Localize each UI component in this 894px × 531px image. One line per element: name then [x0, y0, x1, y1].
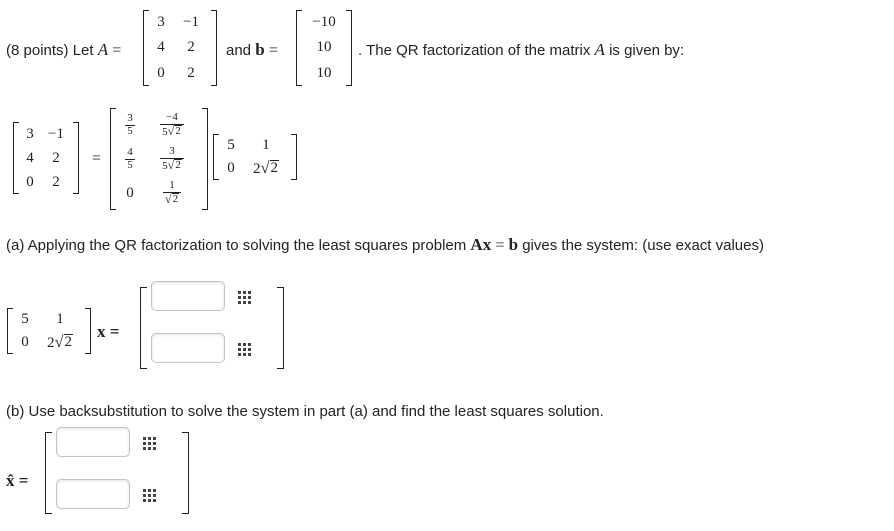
eq-A-symbol: A — [470, 235, 483, 254]
part-a-prompt-end: gives the system: (use exact values) — [522, 237, 764, 254]
matrix-Q-cell: $\frac{4}{5}$ — [127, 145, 133, 171]
matrix-Q-cell: $\frac{3}{5}$ — [127, 111, 133, 137]
part-a-text — [6, 236, 764, 254]
part-a-matrix-R — [14, 308, 84, 354]
part-a-bracket-right — [277, 287, 284, 369]
matrix-R-cell: 5 — [227, 137, 235, 153]
factor-matrix-A — [20, 122, 72, 194]
matrix-cell: 0 — [26, 173, 34, 190]
matrix-R-cell: 5 — [21, 311, 29, 327]
matrix-A-cell: 3 — [157, 14, 165, 31]
matrix-A-symbol: A — [97, 40, 109, 59]
part-b-text: (b) Use backsubstitution to solve the system in part (a) and find the least squares solution. — [6, 403, 604, 420]
keypad-icon[interactable] — [238, 291, 252, 303]
matrix-Q-cell: 0 — [126, 184, 134, 201]
matrix-A-cell: 4 — [157, 39, 165, 56]
keypad-icon[interactable] — [238, 343, 252, 355]
matrix-cell: −1 — [48, 125, 64, 142]
matrix-A-cell: −1 — [183, 14, 199, 31]
vector-b-cell: 10 — [316, 64, 332, 81]
part-b-bracket-right — [182, 432, 189, 514]
matrix-A-symbol: A — [594, 40, 605, 59]
matrix-Q-cell: 3 5 √ 2 — [143, 146, 201, 172]
statement-text — [358, 41, 684, 58]
part-a-bracket-left — [140, 287, 147, 369]
factor-equals: = — [92, 150, 102, 167]
part-b-xhat-label: x̂ = — [6, 471, 29, 490]
equals-sign: = — [268, 42, 278, 59]
part-a-prompt: (a) Applying the QR factorization to solving the least squares problem — [6, 237, 467, 254]
matrix-cell: 2 — [52, 149, 60, 166]
matrix-R-cell: 0 — [21, 334, 29, 350]
eq-equals: = — [495, 237, 505, 254]
matrix-A-cell: 2 — [187, 64, 195, 81]
matrix-R-cell: 0 — [227, 160, 235, 176]
matrix-A-cell: 0 — [157, 64, 165, 81]
matrix-Q-cell: 1 √ 2 — [143, 180, 201, 206]
equals-sign: = — [112, 42, 122, 59]
part-a-x-label: x = — [97, 322, 120, 341]
vector-b-cell: 10 — [316, 39, 332, 56]
part-b-answer-1[interactable] — [56, 427, 130, 457]
vector-b-symbol: b — [255, 40, 265, 59]
keypad-icon[interactable] — [143, 489, 157, 501]
and-b-label — [226, 41, 278, 59]
problem-intro — [6, 41, 121, 59]
statement-main: . The QR factorization of the matrix — [358, 42, 591, 59]
part-a-answer-1[interactable] — [151, 281, 225, 311]
part-b-bracket-left — [45, 432, 52, 514]
matrix-A-cell: 2 — [187, 39, 195, 56]
matrix-R-cell: 1 — [262, 137, 270, 153]
matrix-Q-cell: −4 5 √ 2 — [143, 112, 201, 138]
part-b-answer-2[interactable] — [56, 479, 130, 509]
matrix-R — [220, 134, 290, 180]
matrix-cell: 2 — [52, 173, 60, 190]
matrix-R-cell: 2 √ 2 — [252, 157, 279, 177]
matrix-Q — [117, 108, 201, 210]
matrix-cell: 3 — [26, 125, 34, 142]
matrix-A — [150, 10, 210, 86]
vector-b-cell: −10 — [312, 14, 336, 31]
and-word: and — [226, 42, 252, 59]
part-a-answer-2[interactable] — [151, 333, 225, 363]
eq-b-symbol: b — [508, 235, 519, 254]
vector-b — [303, 10, 345, 86]
matrix-R-cell: 1 — [56, 311, 64, 327]
keypad-icon[interactable] — [143, 437, 157, 449]
matrix-cell: 4 — [26, 149, 34, 166]
matrix-R-cell: 2 √ 2 — [46, 331, 73, 351]
statement-end: is given by: — [609, 42, 685, 59]
points-label: (8 points) Let — [6, 42, 94, 59]
eq-x-symbol: x — [482, 235, 492, 254]
